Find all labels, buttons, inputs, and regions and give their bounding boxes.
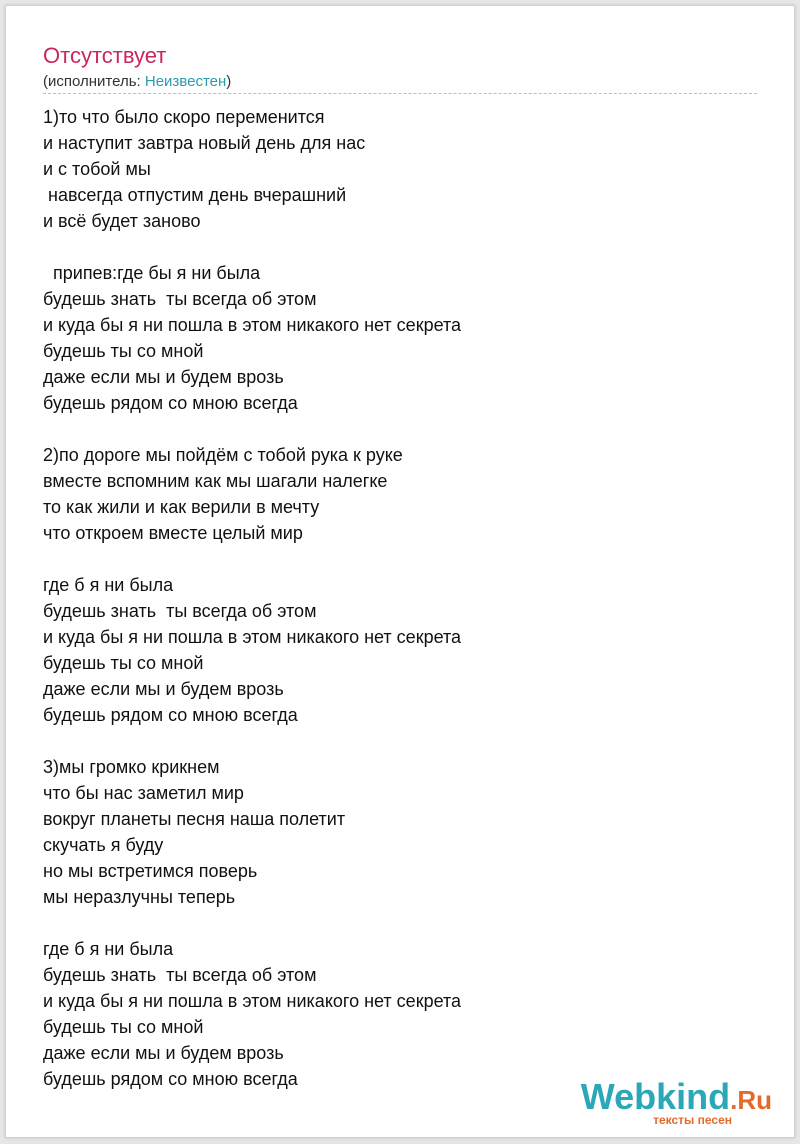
- song-title: Отсутствует: [43, 43, 167, 68]
- lyric-line: что откроем вместе целый мир: [43, 523, 303, 543]
- lyric-line: будешь знать ты всегда об этом: [43, 289, 317, 309]
- lyric-line: навсегда отпустим день вчерашний: [43, 185, 347, 205]
- stanza-break: [43, 234, 757, 260]
- lyric-line: то как жили и как верили в мечту: [43, 497, 320, 517]
- lyric-line: 1)то что было скоро переменится: [43, 107, 325, 127]
- lyric-line: даже если мы и будем врозь: [43, 1043, 284, 1063]
- lyric-line: вокруг планеты песня наша полетит: [43, 809, 346, 829]
- webkind-logo[interactable]: [582, 1075, 772, 1125]
- lyric-line: и всё будет заново: [43, 211, 201, 231]
- lyric-line: и с тобой мы: [43, 159, 151, 179]
- lyric-line: будешь ты со мной: [43, 653, 204, 673]
- stanza-break: [43, 910, 757, 936]
- stanza-break: [43, 416, 757, 442]
- lyric-line: где б я ни была: [43, 939, 174, 959]
- artist-line: [43, 72, 231, 92]
- lyric-line: даже если мы и будем врозь: [43, 367, 284, 387]
- header-divider: [43, 93, 757, 94]
- lyric-line: вместе вспомним как мы шагали налегке: [43, 471, 388, 491]
- artist-link[interactable]: Неизвестен: [144, 73, 227, 90]
- stanza-break: [43, 546, 757, 572]
- lyric-line: будешь знать ты всегда об этом: [43, 601, 317, 621]
- logo-main-text: Webkind: [580, 1076, 731, 1117]
- lyric-line: будешь ты со мной: [43, 341, 204, 361]
- artist-suffix: ): [226, 73, 232, 90]
- lyric-line: мы неразлучны теперь: [43, 887, 236, 907]
- lyric-line: и куда бы я ни пошла в этом никакого нет секрета: [43, 627, 462, 647]
- logo-domain-suffix: .Ru: [730, 1085, 772, 1115]
- lyric-line: скучать я буду: [43, 835, 164, 855]
- lyric-line: будешь рядом со мною всегда: [43, 1069, 298, 1089]
- lyric-line: и куда бы я ни пошла в этом никакого нет секрета: [43, 315, 462, 335]
- lyric-line: будешь рядом со мною всегда: [43, 393, 298, 413]
- lyrics-body: [43, 104, 757, 1092]
- lyric-line: 2)по дороге мы пойдём с тобой рука к руке: [43, 445, 403, 465]
- lyric-line: припев:где бы я ни была: [43, 263, 261, 283]
- lyric-line: и наступит завтра новый день для нас: [43, 133, 366, 153]
- lyric-line: что бы нас заметил мир: [43, 783, 244, 803]
- logo-tagline: тексты песен: [653, 1113, 732, 1127]
- artist-prefix: (исполнитель:: [43, 73, 145, 90]
- stanza-break: [43, 728, 757, 754]
- lyric-line: будешь ты со мной: [43, 1017, 204, 1037]
- lyric-line: 3)мы громко крикнем: [43, 757, 220, 777]
- lyric-line: будешь знать ты всегда об этом: [43, 965, 317, 985]
- lyric-line: где б я ни была: [43, 575, 174, 595]
- lyric-line: и куда бы я ни пошла в этом никакого нет секрета: [43, 991, 462, 1011]
- lyric-line: но мы встретимся поверь: [43, 861, 258, 881]
- lyric-line: будешь рядом со мною всегда: [43, 705, 298, 725]
- lyric-line: даже если мы и будем врозь: [43, 679, 284, 699]
